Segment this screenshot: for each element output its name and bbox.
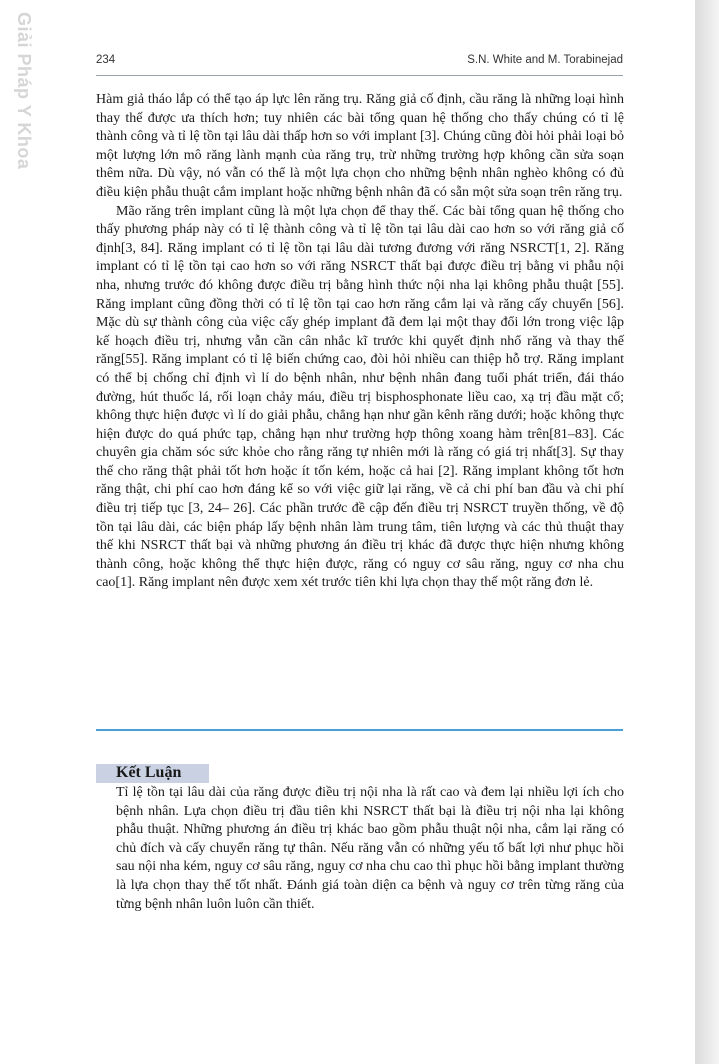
conclusion-heading: Kết Luận	[116, 764, 182, 781]
running-head-authors: S.N. White and M. Torabinejad	[467, 54, 623, 66]
running-head	[96, 54, 623, 70]
watermark: Giải Pháp Y Khoa	[14, 12, 34, 170]
section-divider	[96, 729, 623, 731]
conclusion-body	[116, 784, 624, 914]
header-divider	[96, 75, 623, 76]
page-edge-shadow	[695, 0, 719, 1064]
paragraph-1: Hàm giả tháo lắp có thể tạo áp lực lên răng trụ. Răng giả cố định, cầu răng là những loại hình thay thế được ưa thích hơn; tuy nhiên các bài tổng quan hệ thống cho thấy chúng có tỉ lệ thành công và tỉ lệ tồn tại lâu dài thấp hơn so với implant [3]. Chúng cũng đòi hỏi phải loại bỏ một lượng lớn mô răng lành mạnh của răng trụ, trừ những trường hợp không cần sửa soạn thêm nữa. Dù vậy, nó vẫn có thể là một lựa chọn cho những bệnh nhân nghèo không có đủ điều kiện phẫu thuật cắm implant hoặc những bệnh nhân đã có sẵn một sửa soạn trên răng trụ.	[96, 92, 624, 200]
paragraph-2: Mão răng trên implant cũng là một lựa chọn để thay thế. Các bài tổng quan hệ thống cho thấy phương pháp này có tỉ lệ thành công và tỉ lệ tồn tại lâu dài cao hơn so với răng giả cố định[3, 84]. Răng implant có tỉ lệ tồn tại lâu dài tương đương với răng NSRCT[1, 2]. Răng implant có tỉ lệ tồn tại cao hơn so với răng NSRCT thất bại được điều trị bằng vi phẫu nội nha, nhưng trước đó không được điều trị bằng hình thức nội nha lại không phẫu thuật [55]. Răng implant cũng đồng thời có tỉ lệ tồn tại cao hơn răng cắm lại và răng cấy chuyển [56]. Mặc dù sự thành công của việc cấy ghép implant đã đem lại một thay đổi lớn trong việc lập kế hoạch điều trị, nhưng vẫn cần cân nhắc kĩ trước khi quyết định nhổ răng và thay thế răng[55]. Răng implant có tỉ lệ biến chứng cao, đòi hỏi nhiều can thiệp hỗ trợ. Răng implant có thể bị chống chỉ định vì lí do bệnh nhân, như bệnh nhân đang tuổi phát triển, đái tháo đường, hút thuốc lá, rối loạn chảy máu, điều trị bisphosphonate liều cao, xạ trị đầu mặt cổ; không thực hiện được vì lí do giải phẫu, chẳng hạn như gần kênh răng dưới; hoặc không thực hiện được do quá phức tạp, chẳng hạn như trường hợp thông xoang hàm trên[81–83]. Các chuyên gia chăm sóc sức khỏe cho rằng răng tự nhiên mới là răng có giá trị nhất[3]. Sự thay thế cho răng thật phải tốt hơn hoặc ít tốn kém, hoặc cả hai [2]. Răng implant không tốt hơn răng thật, chi phí cao hơn đáng kể so với việc giữ lại răng, về cả chi phí ban đầu và chi phí điều trị tiếp tục [3, 24– 26]. Các phần trước đề cập đến điều trị NSRCT truyền thống, về độ tồn tại lâu dài, các biện pháp lấy bệnh nhân làm trung tâm, tiên lượng và các thủ thuật thay thế khi NSRCT thất bại và những phương án điều trị khác đã được thực hiện nhưng không thành công, hoặc không thể thực hiện được, răng có nguy cơ sâu răng, nguy cơ nha chu cao[1]. Răng implant nên được xem xét trước tiên khi lựa chọn thay thế một răng đơn lẻ.	[96, 203, 624, 591]
body-text	[96, 91, 624, 593]
conclusion-paragraph: Tỉ lệ tồn tại lâu dài của răng được điều trị nội nha là rất cao và đem lại nhiều lợi ích cho bệnh nhân. Lựa chọn điều trị đầu tiên khi NSRCT thất bại là điều trị nội nha lại không phẫu thuật. Những phương án điều trị khác bao gồm phẫu thuật nội nha, cắm lại răng có chủ đích và cấy chuyển răng tự thân. Nếu răng vẫn có những yếu tố bất lợi như phục hồi sau nội nha kém, nguy cơ sâu răng, nguy cơ nha chu cao thì phục hồi bằng implant thường là lựa chọn thay thế tốt nhất. Đánh giá toàn diện ca bệnh và nguy cơ trên từng răng của từng bệnh nhân luôn luôn cần thiết.	[116, 785, 624, 912]
page-number: 234	[96, 54, 116, 66]
